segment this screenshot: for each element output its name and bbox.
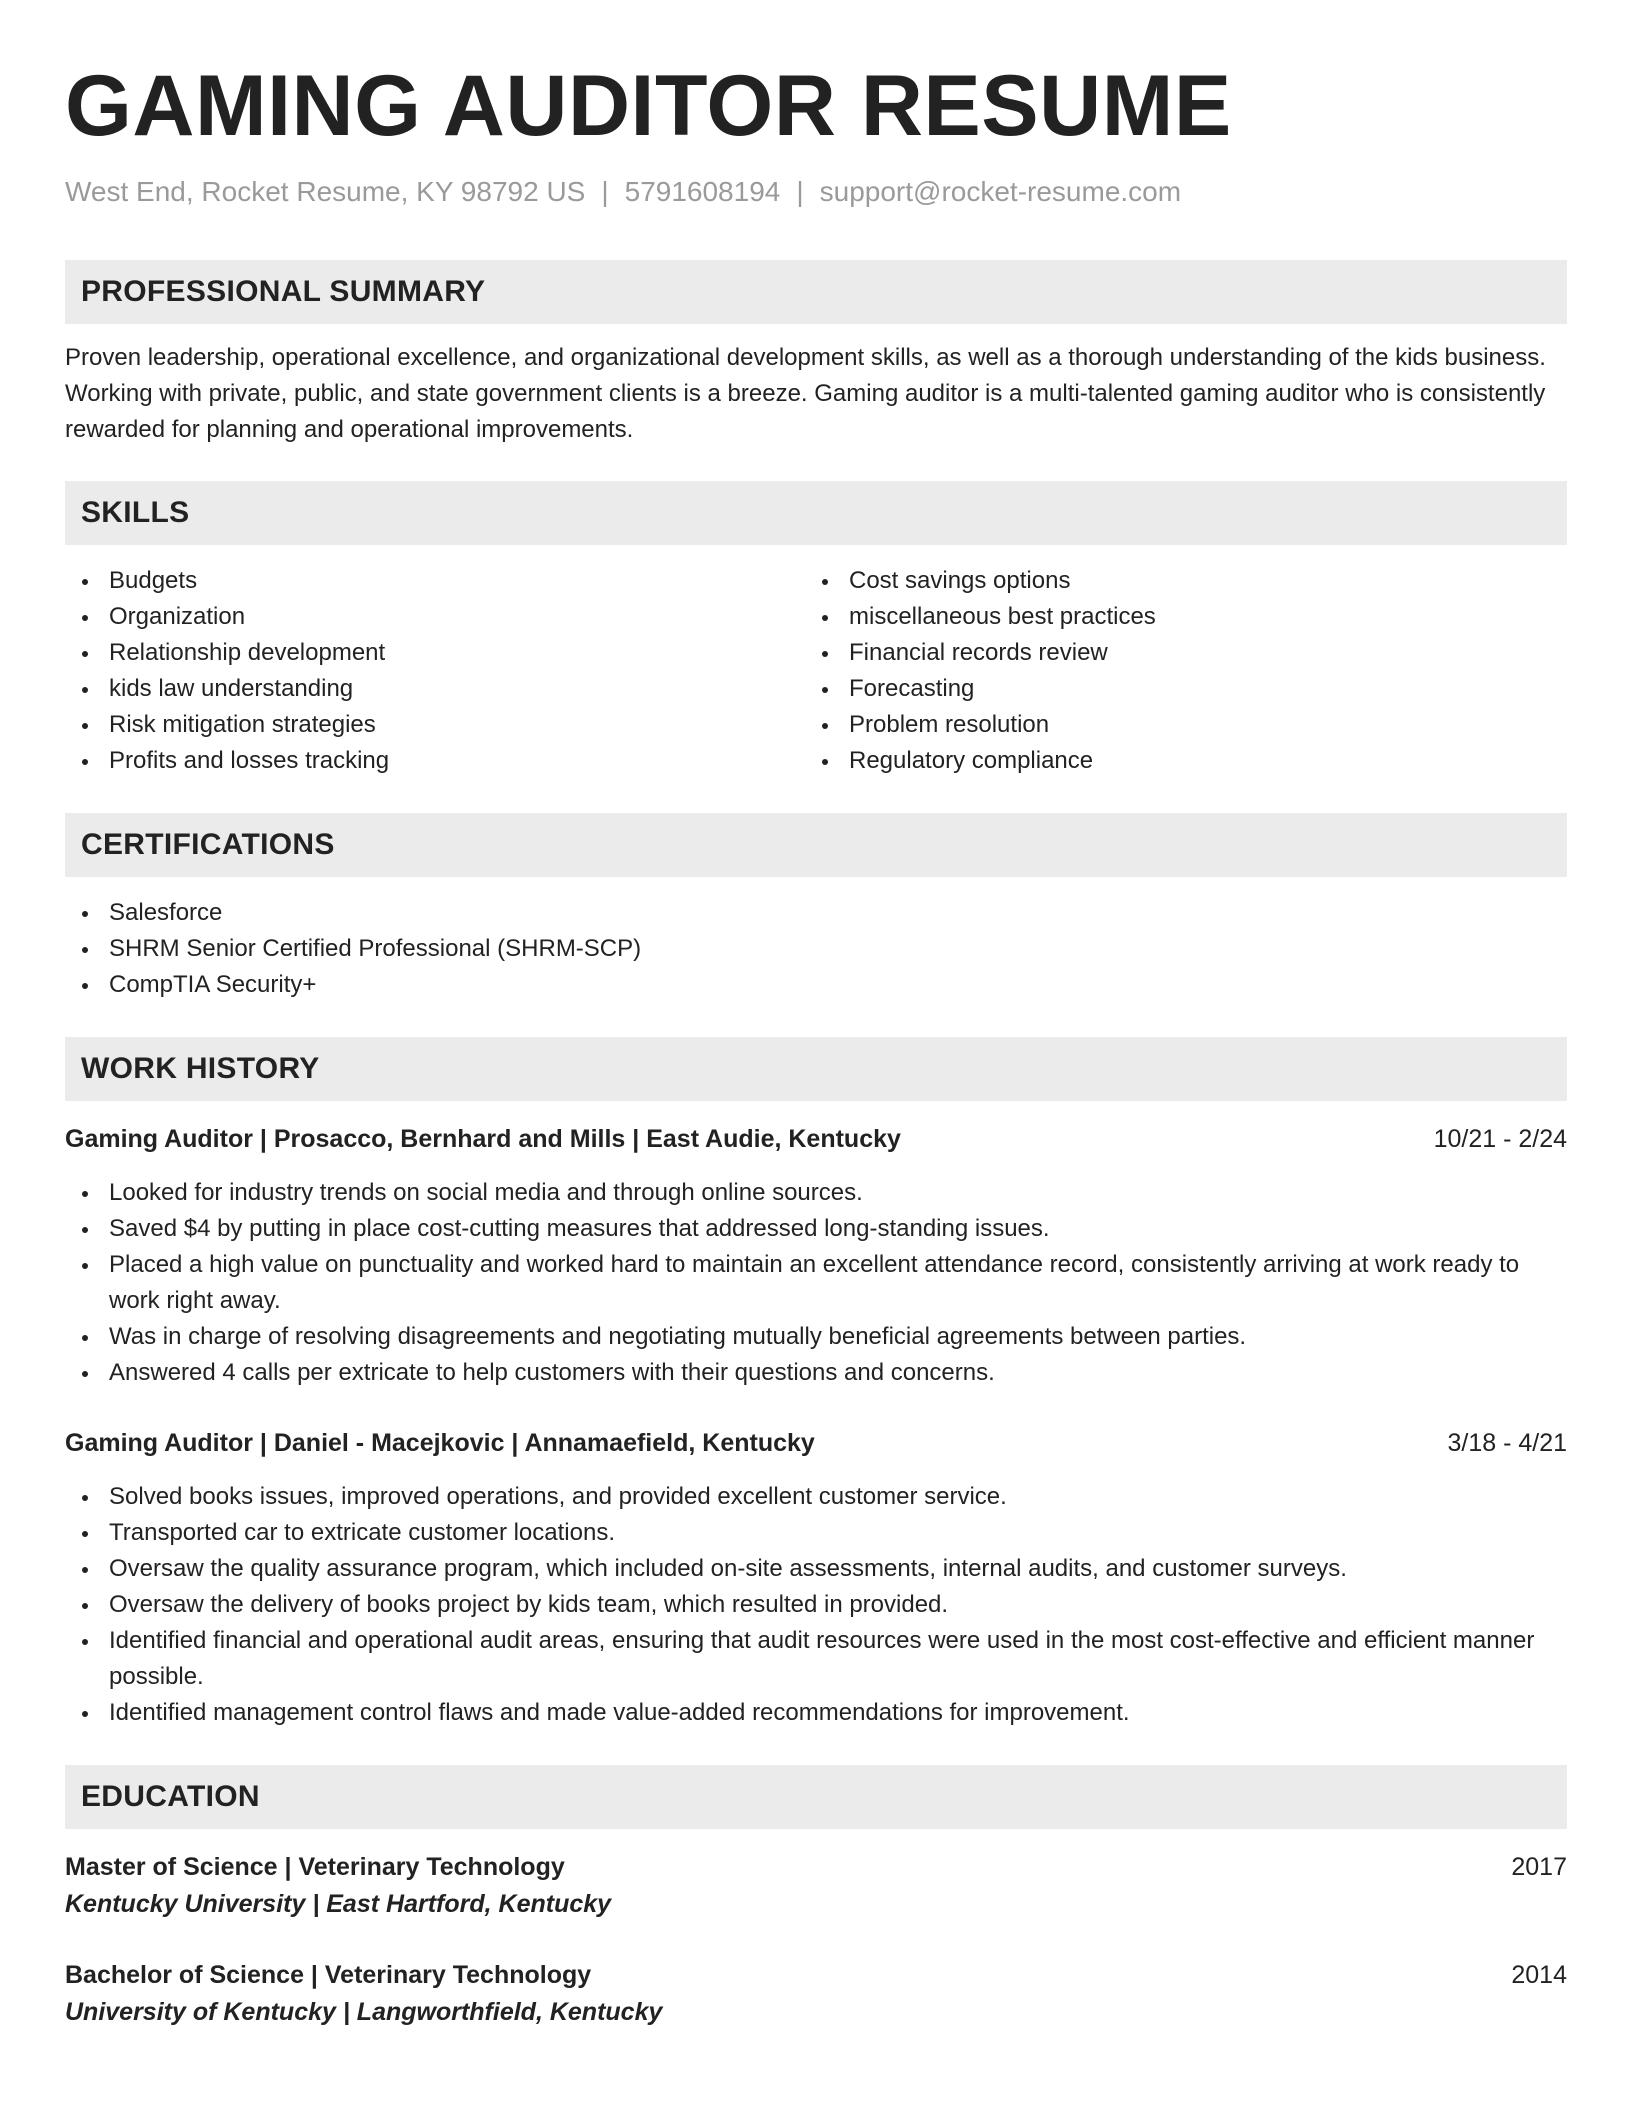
education-year: 2017 [1511, 1853, 1567, 1881]
job-bullet: Solved books issues, improved operations, and provided excellent customer service. [65, 1479, 1567, 1515]
skill-item: kids law understanding [65, 671, 805, 707]
skill-item: Regulatory compliance [805, 743, 1545, 779]
certification-item: CompTIA Security+ [65, 967, 1567, 1003]
job-bullets [65, 1479, 1567, 1731]
section-header-certifications: CERTIFICATIONS [65, 813, 1567, 877]
job-bullet: Placed a high value on punctuality and worked hard to maintain an excellent attendance record, consistently arriving at work ready to work right away. [65, 1247, 1567, 1319]
education-degree: Bachelor of Science | Veterinary Technology [65, 1961, 592, 1989]
skill-item: Problem resolution [805, 707, 1545, 743]
education-header [65, 1849, 1567, 1885]
skill-item: Financial records review [805, 635, 1545, 671]
education-entry [65, 1957, 1567, 2031]
contact-separator: | [796, 176, 804, 207]
job-entry [65, 1425, 1567, 1731]
skill-item: Budgets [65, 563, 805, 599]
job-bullet: Saved $4 by putting in place cost-cutting measures that addressed long-standing issues. [65, 1211, 1567, 1247]
skill-item: Relationship development [65, 635, 805, 671]
job-header [65, 1121, 1567, 1157]
certifications-list [65, 895, 1567, 1003]
job-bullet: Answered 4 calls per extricate to help customers with their questions and concerns. [65, 1355, 1567, 1391]
contact-email: support@rocket-resume.com [819, 176, 1182, 207]
education-year: 2014 [1511, 1961, 1567, 1989]
contact-separator: | [601, 176, 609, 207]
job-bullet: Oversaw the quality assurance program, which included on-site assessments, internal audits, and customer surveys. [65, 1551, 1567, 1587]
contact-phone: 5791608194 [624, 176, 781, 207]
certification-item: Salesforce [65, 895, 1567, 931]
skill-item: Organization [65, 599, 805, 635]
resume-title: GAMING AUDITOR RESUME [65, 58, 1232, 154]
skills-column-right [805, 563, 1545, 779]
job-title: Gaming Auditor | Prosacco, Bernhard and Mills | East Audie, Kentucky [65, 1125, 901, 1153]
section-header-education: EDUCATION [65, 1765, 1567, 1829]
skills-column-left [65, 563, 805, 779]
skill-item: Profits and losses tracking [65, 743, 805, 779]
job-entry [65, 1121, 1567, 1391]
skill-item: Risk mitigation strategies [65, 707, 805, 743]
skill-item: Cost savings options [805, 563, 1545, 599]
certification-item: SHRM Senior Certified Professional (SHRM-SCP) [65, 931, 1567, 967]
job-bullet: Transported car to extricate customer locations. [65, 1515, 1567, 1551]
job-dates: 3/18 - 4/21 [1447, 1429, 1567, 1457]
section-header-skills: SKILLS [65, 481, 1567, 545]
education-entry [65, 1849, 1567, 1923]
job-bullet: Oversaw the delivery of books project by kids team, which resulted in provided. [65, 1587, 1567, 1623]
job-title: Gaming Auditor | Daniel - Macejkovic | Annamaefield, Kentucky [65, 1429, 815, 1457]
job-bullet: Was in charge of resolving disagreements and negotiating mutually beneficial agreements between parties. [65, 1319, 1567, 1355]
job-bullets [65, 1175, 1567, 1391]
contact-line [65, 174, 1567, 210]
skill-item: miscellaneous best practices [805, 599, 1545, 635]
job-bullet: Identified management control flaws and made value-added recommendations for improvement. [65, 1695, 1567, 1731]
summary-text: Proven leadership, operational excellence, and organizational development skills, as well as a thorough understanding of the kids business. Working with private, public, and state government clients is a breeze. Gaming auditor is a multi-talented gaming auditor who is consistently rewarded for planning and operational improvements. [65, 344, 1546, 443]
education-school: University of Kentucky | Langworthfield, Kentucky [65, 1998, 663, 2026]
job-bullet: Identified financial and operational audit areas, ensuring that audit resources were used in the most cost-effective and efficient manner possible. [65, 1623, 1567, 1695]
education-header [65, 1957, 1567, 1993]
skills-grid [65, 563, 1567, 779]
contact-address: West End, Rocket Resume, KY 98792 US [65, 176, 586, 207]
skill-item: Forecasting [805, 671, 1545, 707]
section-header-work-history: WORK HISTORY [65, 1037, 1567, 1101]
job-bullet: Looked for industry trends on social media and through online sources. [65, 1175, 1567, 1211]
education-degree: Master of Science | Veterinary Technology [65, 1853, 565, 1881]
education-school: Kentucky University | East Hartford, Kentucky [65, 1890, 612, 1918]
job-header [65, 1425, 1567, 1461]
section-header-summary: PROFESSIONAL SUMMARY [65, 260, 1567, 324]
job-dates: 10/21 - 2/24 [1433, 1125, 1567, 1153]
